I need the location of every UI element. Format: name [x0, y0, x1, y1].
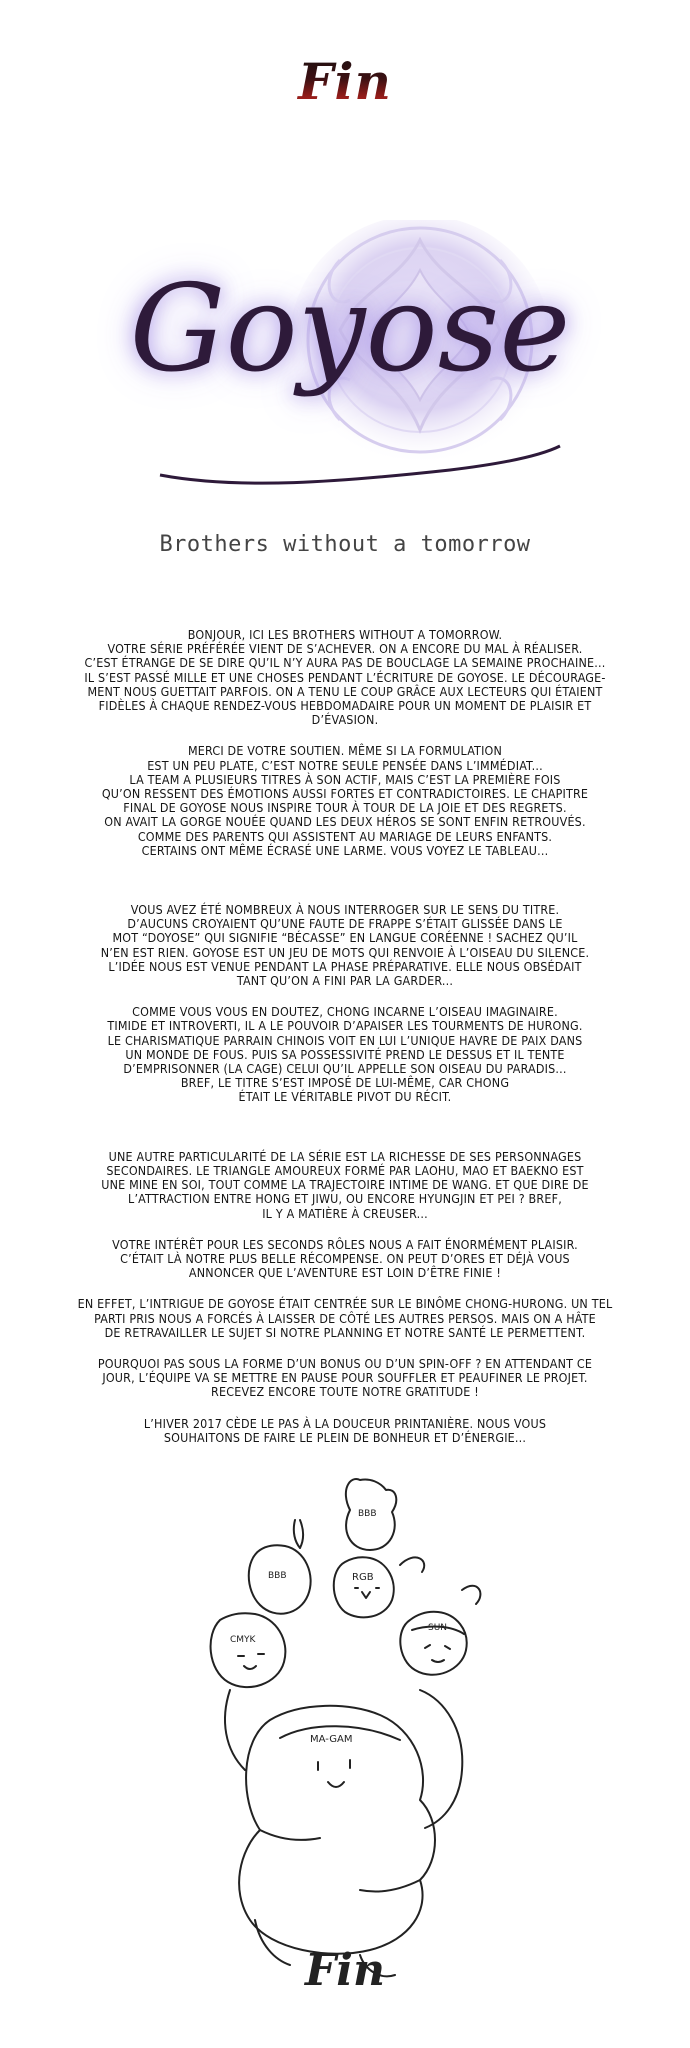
text-line: VOTRE INTÉRÊT POUR LES SECONDS RÔLES NOUS A FAIT ÉNORMÉMENT PLAISIR. — [112, 1236, 578, 1252]
text-line: D’AUCUNS CROYAIENT QU’UNE FAUTE DE FRAPPE S’ÉTAIT GLISSÉE DANS LE — [127, 916, 563, 932]
text-line: C’EST ÉTRANGE DE SE DIRE QU’IL N’Y AURA PAS DE BOUCLAGE LA SEMAINE PROCHAINE... — [84, 655, 606, 671]
paragraph-6 — [4, 1238, 686, 1281]
paragraph-5 — [4, 1150, 686, 1221]
text-line: L’ATTRACTION ENTRE HONG ET JIWU, OU ENCORE HYUNGJIN ET PEI ? BREF, — [128, 1191, 562, 1207]
team-mascots-drawing — [200, 1470, 500, 1990]
text-line: UN MONDE DE FOUS. PUIS SA POSSESSIVITÉ PREND LE DESSUS ET IL TENTE — [125, 1046, 565, 1062]
text-line: ANNONCER QUE L’AVENTURE EST LOIN D’ÊTRE FINIE ! — [188, 1265, 502, 1281]
paragraph-1 — [4, 628, 686, 727]
text-line: ON AVAIT LA GORGE NOUÉE QUAND LES DEUX HÉROS SE SONT ENFIN RETROUVÉS. — [104, 814, 586, 830]
mascot-rgb — [334, 1557, 394, 1617]
text-line: VOUS AVEZ ÉTÉ NOMBREUX À NOUS INTERROGER SUR LE SENS DU TITRE. — [130, 902, 560, 918]
fin-title-top: Fin — [0, 52, 690, 111]
text-line: LE CHARISMATIQUE PARRAIN CHINOIS VOIT EN LUI L’UNIQUE HAVRE DE PAIX DANS — [107, 1032, 583, 1048]
mascot-label-sun: SUN — [428, 1623, 448, 1633]
text-line: UNE AUTRE PARTICULARITÉ DE LA SÉRIE EST LA RICHESSE DE SES PERSONNAGES — [108, 1148, 582, 1164]
text-line: JOUR, L’ÉQUIPE VA SE METTRE EN PAUSE POUR SOUFFLER ET PEAUFINER LE PROJET. — [102, 1370, 588, 1386]
text-line: C’ÉTAIT LÀ NOTRE PLUS BELLE RÉCOMPENSE. ON PEUT D’ORES ET DÉJÀ VOUS — [120, 1250, 570, 1266]
mascot-label-bbb-2: BBB — [268, 1571, 287, 1581]
mascot-label-ma-gam: MA-GAM — [310, 1734, 353, 1745]
text-line: CERTAINS ONT MÊME ÉCRASÉ UNE LARME. VOUS VOYEZ LE TABLEAU... — [141, 842, 549, 858]
text-line: D’EMPRISONNER (LA CAGE) CELUI QU’IL APPELLE SON OISEAU DU PARADIS... — [123, 1061, 567, 1077]
text-line: VOTRE SÉRIE PRÉFÉRÉE VIENT DE S’ACHEVER. ON A ENCORE DU MAL À RÉALISER. — [107, 641, 583, 657]
mascot-sun — [400, 1612, 466, 1675]
text-line: L’HIVER 2017 CÈDE LE PAS À LA DOUCEUR PRINTANIÈRE. NOUS VOUS — [143, 1415, 547, 1431]
text-line: IL Y A MATIÈRE À CREUSER... — [262, 1205, 428, 1221]
text-line: DE RETRAVAILLER LE SUJET SI NOTRE PLANNING ET NOTRE SANTÉ LE PERMETTENT. — [104, 1324, 586, 1340]
text-line: IL S’EST PASSÉ MILLE ET UNE CHOSES PENDANT L’ÉCRITURE DE GOYOSE. LE DÉCOURAGE- — [84, 669, 606, 685]
text-line: FINAL DE GOYOSE NOUS INSPIRE TOUR À TOUR DE LA JOIE ET DES REGRETS. — [123, 800, 567, 816]
text-line: TANT QU’ON A FINI PAR LA GARDER... — [236, 973, 454, 989]
paragraph-8 — [4, 1357, 686, 1400]
text-line: COMME DES PARENTS QUI ASSISTENT AU MARIAGE DE LEURS ENFANTS. — [137, 828, 553, 844]
text-line: EST UN PEU PLATE, C’EST NOTRE SEULE PENSÉE DANS L’IMMÉDIAT... — [147, 757, 543, 773]
text-line: UNE MINE EN SOI, TOUT COMME LA TRAJECTOIRE INTIME DE WANG. ET QUE DIRE DE — [101, 1177, 589, 1193]
text-line: SOUHAITONS DE FAIRE LE PLEIN DE BONHEUR ET D’ÉNERGIE... — [163, 1429, 527, 1445]
text-line: POURQUOI PAS SOUS LA FORME D’UN BONUS OU D’UN SPIN-OFF ? EN ATTENDANT CE — [97, 1355, 593, 1371]
paragraph-9 — [4, 1417, 686, 1445]
text-line: LA TEAM A PLUSIEURS TITRES À SON ACTIF, MAIS C’EST LA PREMIÈRE FOIS — [129, 771, 561, 787]
paragraph-7 — [4, 1297, 686, 1340]
paragraph-2 — [4, 744, 686, 858]
text-line: PARTI PRIS NOUS A FORCÉS À LAISSER DE CÔTÉ LES AUTRES PERSOS. MAIS ON A HÂTE — [94, 1310, 596, 1326]
text-line: MOT “DOYOSE” QUI SIGNIFIE “BÉCASSE” EN LANGUE CORÉENNE ! SACHEZ QU’IL — [112, 930, 578, 946]
text-line: MENT NOUS GUETTAIT PARFOIS. ON A TENU LE COUP GRÂCE AUX LECTEURS QUI ÉTAIENT — [87, 683, 603, 699]
fin-title-bottom: Fin — [305, 1945, 385, 1996]
goyose-logo — [120, 220, 580, 520]
mascot-label-bbb: BBB — [358, 1509, 377, 1519]
text-line: FIDÈLES À CHAQUE RENDEZ-VOUS HEBDOMADAIRE POUR UN MOMENT DE PLAISIR ET — [98, 698, 592, 714]
logo-subtitle: Brothers without a tomorrow — [159, 532, 531, 557]
text-line: TIMIDE ET INTROVERTI, IL A LE POUVOIR D’APAISER LES TOURMENTS DE HURONG. — [107, 1018, 583, 1034]
text-line: RECEVEZ ENCORE TOUTE NOTRE GRATITUDE ! — [211, 1384, 479, 1400]
text-line: L’IDÉE NOUS EST VENUE PENDANT LA PHASE PRÉPARATIVE. ELLE NOUS OBSÉDAIT — [108, 958, 582, 974]
text-line: SECONDAIRES. LE TRIANGLE AMOUREUX FORMÉ PAR LAOHU, MAO ET BAEKNO EST — [106, 1162, 584, 1178]
paragraph-3 — [4, 903, 686, 988]
paragraph-4 — [4, 1005, 686, 1104]
text-line: MERCI DE VOTRE SOUTIEN. MÊME SI LA FORMULATION — [187, 743, 503, 759]
closing-letter — [4, 628, 686, 1445]
text-line: BREF, LE TITRE S’EST IMPOSÉ DE LUI-MÊME, CAR CHONG — [180, 1075, 510, 1091]
text-line: N’EN EST RIEN. GOYOSE EST UN JEU DE MOTS QUI RENVOIE À L’OISEAU DU SILENCE. — [100, 944, 590, 960]
mascot-cmyk — [211, 1613, 286, 1687]
goyose-wordmark: Goyose — [129, 260, 571, 399]
mascot-label-cmyk: CMYK — [230, 1635, 256, 1645]
text-line: COMME VOUS VOUS EN DOUTEZ, CHONG INCARNE L’OISEAU IMAGINAIRE. — [132, 1004, 558, 1020]
text-line: D’ÉVASION. — [311, 712, 379, 728]
mascot-label-rgb: RGB — [352, 1572, 374, 1583]
text-line: EN EFFET, L’INTRIGUE DE GOYOSE ÉTAIT CENTRÉE SUR LE BINÔME CHONG-HURONG. UN TEL — [77, 1296, 613, 1312]
text-line: BONJOUR, ICI LES BROTHERS WITHOUT A TOMORROW. — [187, 627, 503, 642]
text-line: ÉTAIT LE VÉRITABLE PIVOT DU RÉCIT. — [238, 1089, 452, 1105]
text-line: QU’ON RESSENT DES ÉMOTIONS AUSSI FORTES ET CONTRADICTOIRES. LE CHAPITRE — [101, 786, 589, 802]
